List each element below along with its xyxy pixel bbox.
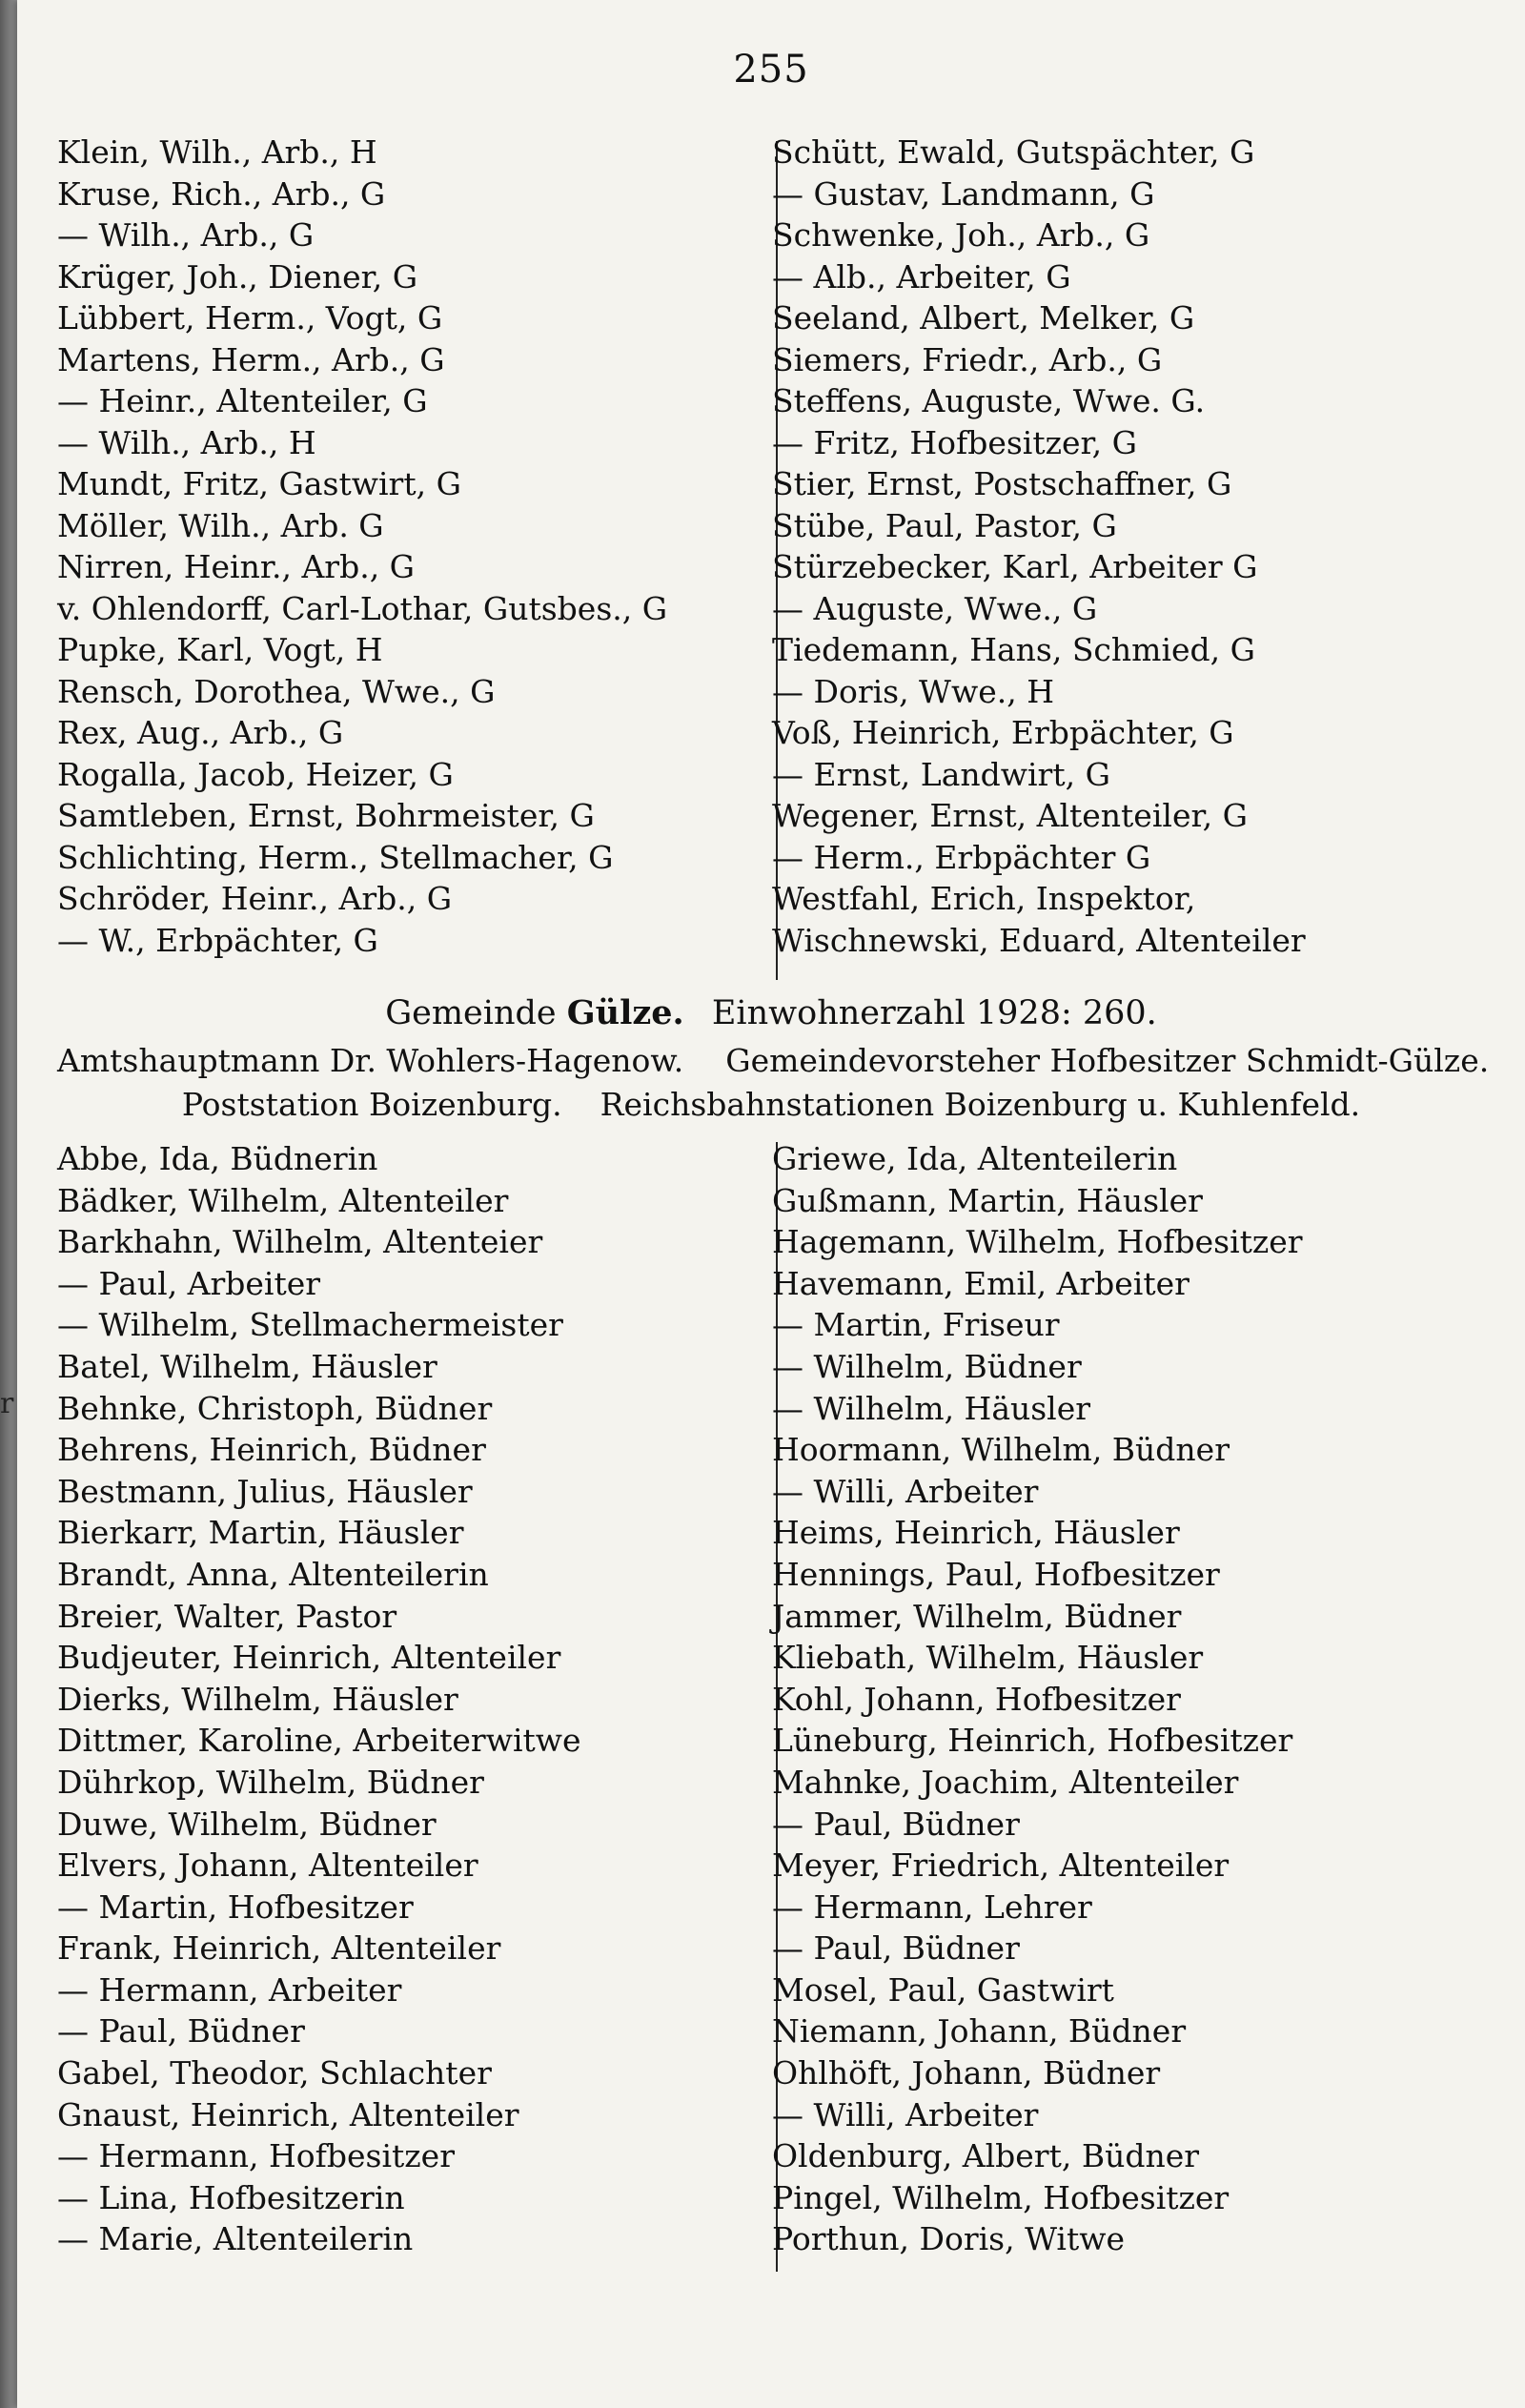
resident-entry: Frank, Heinrich, Altenteiler — [57, 1929, 501, 1968]
resident-entry: — Gustav, Landmann, G — [772, 174, 1155, 213]
resident-entry: — Willi, Arbeiter — [772, 2095, 1039, 2133]
resident-entry: Hennings, Paul, Hofbesitzer — [772, 1555, 1220, 1593]
resident-entry: Breier, Walter, Pastor — [57, 1597, 397, 1635]
resident-entry: Möller, Wilh., Arb. G — [57, 506, 384, 544]
resident-entry: Elvers, Johann, Altenteiler — [57, 1847, 478, 1885]
resident-entry: Gnaust, Heinrich, Altenteiler — [57, 2095, 519, 2133]
resident-entry: — Wilhelm, Häusler — [772, 1389, 1091, 1427]
resident-entry: Kliebath, Wilhelm, Häusler — [772, 1639, 1204, 1677]
resident-entry: Voß, Heinrich, Erbpächter, G — [772, 714, 1234, 751]
resident-entry: Duwe, Wilhelm, Büdner — [57, 1805, 437, 1843]
resident-list-bottom-right — [772, 1138, 1496, 2260]
mayor: Gemeindevorsteher Hofbesitzer Schmidt-Gülze. — [725, 1042, 1490, 1079]
resident-entry: Schröder, Heinr., Arb., G — [57, 880, 453, 917]
resident-entry: Budjeuter, Heinrich, Altenteiler — [57, 1639, 561, 1677]
resident-entry: Gußmann, Martin, Häusler — [772, 1181, 1203, 1219]
resident-entry: — Marie, Altenteilerin — [57, 2220, 414, 2258]
resident-entry: — Auguste, Wwe., G — [772, 589, 1098, 627]
resident-entry: Mundt, Fritz, Gastwirt, G — [57, 465, 461, 502]
book-spine-shadow — [0, 0, 17, 2408]
resident-entry: — Alb., Arbeiter, G — [772, 257, 1071, 296]
resident-entry: Bädker, Wilhelm, Altenteiler — [57, 1181, 509, 1219]
resident-list-top-right — [772, 132, 1496, 961]
railway-stations: Reichsbahnstationen Boizenburg u. Kuhlenfeld. — [600, 1086, 1361, 1123]
resident-entry: — Fritz, Hofbesitzer, G — [772, 423, 1138, 461]
municipality-prefix: Gemeinde — [385, 994, 557, 1032]
officials-line — [57, 1039, 1506, 1083]
resident-entry: — Hermann, Hofbesitzer — [57, 2137, 455, 2175]
resident-entry: — Wilh., Arb., H — [57, 423, 316, 461]
resident-entry: — Wilh., Arb., G — [57, 216, 315, 254]
resident-entry: Mosel, Paul, Gastwirt — [772, 1970, 1114, 2009]
resident-entry: Meyer, Friedrich, Altenteiler — [772, 1847, 1230, 1885]
resident-entry: Kohl, Johann, Hofbesitzer — [772, 1680, 1181, 1718]
resident-entry: Niemann, Johann, Büdner — [772, 2012, 1187, 2051]
resident-entry: Rex, Aug., Arb., G — [57, 714, 344, 751]
resident-entry: — Hermann, Lehrer — [772, 1888, 1092, 1926]
resident-entry: — Herm., Erbpächter G — [772, 838, 1151, 876]
resident-entry: — Wilhelm, Stellmachermeister — [57, 1306, 563, 1344]
resident-entry: — Hermann, Arbeiter — [57, 1970, 402, 2009]
resident-entry: Oldenburg, Albert, Büdner — [772, 2137, 1200, 2175]
resident-entry: Hoormann, Wilhelm, Büdner — [772, 1431, 1230, 1469]
resident-entry: Pupke, Karl, Vogt, H — [57, 631, 383, 668]
resident-entry: Barkhahn, Wilhelm, Altenteier — [57, 1223, 543, 1261]
page-number: 255 — [733, 48, 809, 92]
resident-entry: Siemers, Friedr., Arb., G — [772, 340, 1163, 378]
resident-entry: Westfahl, Erich, Inspektor, — [772, 880, 1196, 917]
resident-entry: — Lina, Hofbesitzerin — [57, 2178, 405, 2216]
resident-entry: Brandt, Anna, Altenteilerin — [57, 1555, 489, 1593]
resident-entry: Bestmann, Julius, Häusler — [57, 1472, 473, 1510]
resident-entry: Schütt, Ewald, Gutspächter, G — [772, 133, 1255, 171]
resident-entry: Steffens, Auguste, Wwe. G. — [772, 382, 1206, 419]
district-administrator: Amtshauptmann Dr. Wohlers-Hagenow. — [57, 1042, 684, 1079]
resident-entry: Stier, Ernst, Postschaffner, G — [772, 465, 1232, 502]
resident-entry: Jammer, Wilhelm, Büdner — [772, 1597, 1182, 1635]
resident-entry: Havemann, Emil, Arbeiter — [772, 1264, 1190, 1302]
resident-entry: Dührkop, Wilhelm, Büdner — [57, 1763, 484, 1801]
resident-entry: Schwenke, Joh., Arb., G — [772, 216, 1150, 254]
resident-entry: Mahnke, Joachim, Altenteiler — [772, 1763, 1239, 1801]
resident-entry: Rensch, Dorothea, Wwe., G — [57, 672, 496, 710]
resident-entry: — Willi, Arbeiter — [772, 1472, 1039, 1510]
directory-page — [17, 0, 1525, 2408]
resident-entry: — Paul, Büdner — [57, 2012, 305, 2051]
resident-entry: — Paul, Büdner — [772, 1929, 1020, 1968]
resident-entry: — Martin, Hofbesitzer — [57, 1888, 414, 1926]
resident-entry: Klein, Wilh., Arb., H — [57, 133, 377, 171]
resident-entry: Behnke, Christoph, Büdner — [57, 1389, 493, 1427]
margin-mark: r — [0, 1387, 14, 1420]
resident-entry: Hagemann, Wilhelm, Hofbesitzer — [772, 1223, 1303, 1261]
resident-entry: Schlichting, Herm., Stellmacher, G — [57, 838, 614, 876]
resident-entry: Lüneburg, Heinrich, Hofbesitzer — [772, 1722, 1293, 1760]
resident-entry: Lübbert, Herm., Vogt, G — [57, 299, 443, 337]
resident-entry: Rogalla, Jacob, Heizer, G — [57, 755, 454, 793]
resident-entry: — Martin, Friseur — [772, 1306, 1060, 1344]
resident-entry: — Doris, Wwe., H — [772, 672, 1055, 710]
municipality-name: Gülze. — [566, 993, 684, 1032]
resident-entry: Behrens, Heinrich, Büdner — [57, 1431, 486, 1469]
resident-entry: Griewe, Ida, Altenteilerin — [772, 1140, 1178, 1177]
resident-entry: — W., Erbpächter, G — [57, 921, 378, 959]
resident-list-bottom-left — [57, 1138, 762, 2260]
resident-entry: — Ernst, Landwirt, G — [772, 755, 1110, 793]
resident-entry: Wischnewski, Eduard, Altenteiler — [772, 921, 1306, 959]
resident-entry: — Wilhelm, Büdner — [772, 1347, 1082, 1385]
resident-entry: Kruse, Rich., Arb., G — [57, 174, 386, 213]
post-station: Poststation Boizenburg. — [181, 1086, 562, 1123]
resident-entry: Krüger, Joh., Diener, G — [57, 257, 418, 296]
population-count: Einwohnerzahl 1928: 260. — [711, 994, 1157, 1032]
resident-entry: Bierkarr, Martin, Häusler — [57, 1514, 464, 1552]
municipality-heading — [17, 991, 1525, 1035]
resident-entry: — Heinr., Altenteiler, G — [57, 382, 428, 419]
resident-list-top-left — [57, 132, 762, 961]
resident-entry: Gabel, Theodor, Schlachter — [57, 2054, 492, 2092]
resident-entry: — Paul, Arbeiter — [57, 1264, 321, 1302]
resident-entry: Wegener, Ernst, Altenteiler, G — [772, 797, 1248, 834]
resident-entry: — Paul, Büdner — [772, 1805, 1020, 1843]
resident-entry: Stübe, Paul, Pastor, G — [772, 506, 1117, 544]
resident-entry: Pingel, Wilhelm, Hofbesitzer — [772, 2178, 1230, 2216]
resident-entry: Samtleben, Ernst, Bohrmeister, G — [57, 797, 595, 834]
resident-entry: Ohlhöft, Johann, Büdner — [772, 2054, 1161, 2092]
stations-line — [17, 1083, 1525, 1127]
resident-entry: Stürzebecker, Karl, Arbeiter G — [772, 548, 1258, 585]
resident-entry: Heims, Heinrich, Häusler — [772, 1514, 1180, 1552]
resident-entry: Martens, Herm., Arb., G — [57, 340, 445, 378]
resident-entry: Nirren, Heinr., Arb., G — [57, 548, 416, 585]
resident-entry: Dierks, Wilhelm, Häusler — [57, 1680, 458, 1718]
resident-entry: Tiedemann, Hans, Schmied, G — [772, 631, 1256, 668]
resident-entry: Porthun, Doris, Witwe — [772, 2220, 1126, 2258]
resident-entry: Abbe, Ida, Büdnerin — [57, 1140, 378, 1177]
resident-entry: Dittmer, Karoline, Arbeiterwitwe — [57, 1722, 581, 1760]
resident-entry: v. Ohlendorff, Carl-Lothar, Gutsbes., G — [57, 589, 668, 627]
resident-entry: Batel, Wilhelm, Häusler — [57, 1347, 437, 1385]
resident-entry: Seeland, Albert, Melker, G — [772, 299, 1195, 337]
